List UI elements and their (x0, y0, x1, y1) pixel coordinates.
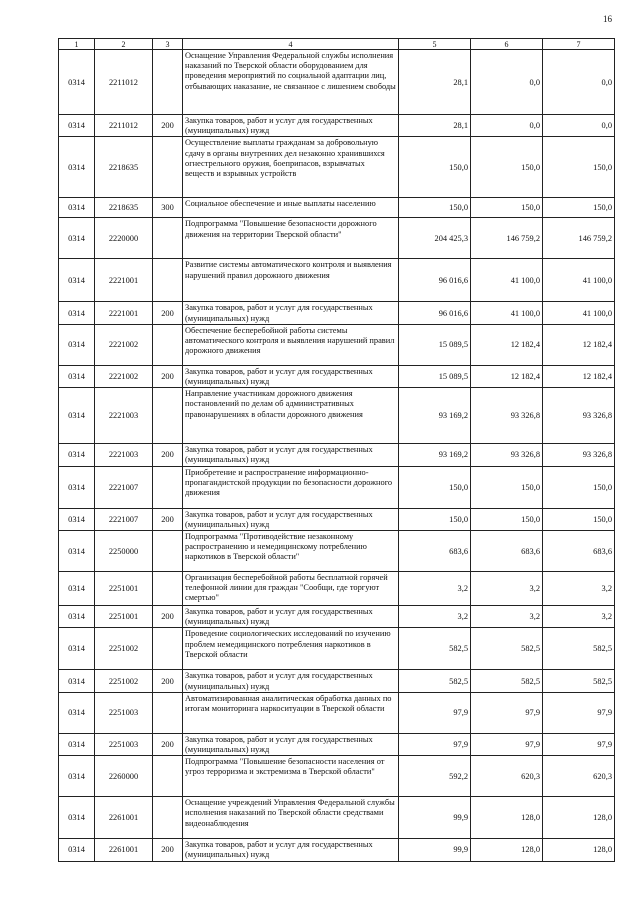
target-article-code: 2251002 (95, 670, 153, 692)
table-row (59, 508, 615, 530)
amount-col6: 146 759,2 (471, 218, 543, 259)
amount-col7: 12 182,4 (543, 324, 615, 365)
section-code: 0314 (59, 797, 95, 839)
amount-col5: 15 089,5 (399, 324, 471, 365)
expense-type-code (153, 218, 183, 259)
item-name: Подпрограмма "Противодействие незаконному распространению и немедицинскому потреблению наркотиков в Тверской области" (183, 531, 399, 572)
section-code: 0314 (59, 733, 95, 755)
amount-col5: 3,2 (399, 572, 471, 606)
amount-col6: 150,0 (471, 137, 543, 198)
table-row (59, 692, 615, 733)
item-name: Обеспечение бесперебойной работы системы автоматического контроля и выявления нарушений правил дорожного движения (183, 324, 399, 365)
expense-type-code (153, 324, 183, 365)
section-code: 0314 (59, 324, 95, 365)
amount-col5: 582,5 (399, 670, 471, 692)
amount-col7: 0,0 (543, 115, 615, 137)
expense-type-code (153, 572, 183, 606)
expense-type-code: 200 (153, 733, 183, 755)
amount-col6: 12 182,4 (471, 365, 543, 387)
amount-col6: 0,0 (471, 50, 543, 115)
amount-col5: 93 169,2 (399, 388, 471, 444)
table-row (59, 756, 615, 797)
table-row (59, 218, 615, 259)
amount-col5: 28,1 (399, 50, 471, 115)
target-article-code: 2221001 (95, 259, 153, 302)
table-row (59, 198, 615, 218)
target-article-code: 2221003 (95, 388, 153, 444)
target-article-code: 2221007 (95, 508, 153, 530)
target-article-code: 2221001 (95, 302, 153, 324)
amount-col5: 97,9 (399, 692, 471, 733)
amount-col5: 93 169,2 (399, 444, 471, 466)
expense-type-code (153, 466, 183, 508)
table-row (59, 797, 615, 839)
section-code: 0314 (59, 606, 95, 628)
amount-col6: 683,6 (471, 531, 543, 572)
amount-col7: 0,0 (543, 50, 615, 115)
item-name: Приобретение и распространение информационно-пропагандистской продукции по безопасности дорожного движения (183, 466, 399, 508)
table-row (59, 388, 615, 444)
table-row (59, 572, 615, 606)
item-name: Закупка товаров, работ и услуг для государственных (муниципальных) нужд (183, 606, 399, 628)
amount-col5: 683,6 (399, 531, 471, 572)
table-row (59, 531, 615, 572)
item-name: Организация бесперебойной работы бесплатной горячей телефонной линии для граждан "Сообщи, где торгуют смертью" (183, 572, 399, 606)
table-row (59, 50, 615, 115)
amount-col5: 96 016,6 (399, 259, 471, 302)
page-number: 16 (603, 14, 612, 24)
expense-type-code: 300 (153, 198, 183, 218)
amount-col7: 93 326,8 (543, 388, 615, 444)
amount-col5: 150,0 (399, 466, 471, 508)
section-code: 0314 (59, 198, 95, 218)
amount-col6: 150,0 (471, 466, 543, 508)
section-code: 0314 (59, 466, 95, 508)
expense-type-code (153, 259, 183, 302)
amount-col6: 582,5 (471, 628, 543, 670)
expense-type-code (153, 628, 183, 670)
amount-col7: 3,2 (543, 572, 615, 606)
amount-col6: 41 100,0 (471, 302, 543, 324)
amount-col6: 97,9 (471, 692, 543, 733)
target-article-code: 2261001 (95, 839, 153, 861)
section-code: 0314 (59, 259, 95, 302)
table-row (59, 628, 615, 670)
amount-col5: 99,9 (399, 797, 471, 839)
item-name: Проведение социологических исследований по изучению проблем немедицинского потребления наркотиков в Тверской области (183, 628, 399, 670)
target-article-code: 2220000 (95, 218, 153, 259)
table-header (59, 39, 615, 50)
amount-col7: 150,0 (543, 198, 615, 218)
amount-col6: 3,2 (471, 606, 543, 628)
expense-type-code: 200 (153, 302, 183, 324)
expense-type-code (153, 388, 183, 444)
amount-col7: 150,0 (543, 508, 615, 530)
section-code: 0314 (59, 572, 95, 606)
table-row (59, 733, 615, 755)
amount-col6: 12 182,4 (471, 324, 543, 365)
target-article-code: 2221002 (95, 324, 153, 365)
amount-col6: 93 326,8 (471, 444, 543, 466)
amount-col7: 146 759,2 (543, 218, 615, 259)
amount-col7: 128,0 (543, 839, 615, 861)
item-name: Оснащение Управления Федеральной службы исполнения наказаний по Тверской области оборудованием для проведения мероприятий по социальной адаптации лиц, отбывающих наказание, не связанное с лишением свободы (183, 50, 399, 115)
section-code: 0314 (59, 531, 95, 572)
target-article-code: 2260000 (95, 756, 153, 797)
amount-col5: 99,9 (399, 839, 471, 861)
amount-col7: 12 182,4 (543, 365, 615, 387)
amount-col5: 3,2 (399, 606, 471, 628)
column-header: 6 (471, 39, 543, 50)
expense-type-code (153, 692, 183, 733)
column-header: 3 (153, 39, 183, 50)
amount-col6: 41 100,0 (471, 259, 543, 302)
item-name: Закупка товаров, работ и услуг для государственных (муниципальных) нужд (183, 302, 399, 324)
table-row (59, 137, 615, 198)
target-article-code: 2218635 (95, 137, 153, 198)
target-article-code: 2251001 (95, 606, 153, 628)
section-code: 0314 (59, 508, 95, 530)
amount-col5: 204 425,3 (399, 218, 471, 259)
item-name: Подпрограмма "Повышение безопасности населения от угроз терроризма и экстремизма в Тверской области" (183, 756, 399, 797)
target-article-code: 2221007 (95, 466, 153, 508)
expense-type-code: 200 (153, 365, 183, 387)
column-header: 1 (59, 39, 95, 50)
section-code: 0314 (59, 444, 95, 466)
item-name: Закупка товаров, работ и услуг для государственных (муниципальных) нужд (183, 670, 399, 692)
amount-col5: 150,0 (399, 137, 471, 198)
amount-col7: 41 100,0 (543, 259, 615, 302)
target-article-code: 2251003 (95, 733, 153, 755)
amount-col5: 150,0 (399, 198, 471, 218)
section-code: 0314 (59, 388, 95, 444)
item-name: Подпрограмма "Повышение безопасности дорожного движения на территории Тверской области" (183, 218, 399, 259)
table-row (59, 606, 615, 628)
amount-col6: 97,9 (471, 733, 543, 755)
column-header: 4 (183, 39, 399, 50)
amount-col6: 620,3 (471, 756, 543, 797)
section-code: 0314 (59, 670, 95, 692)
section-code: 0314 (59, 365, 95, 387)
table-row (59, 259, 615, 302)
amount-col7: 128,0 (543, 797, 615, 839)
expense-type-code: 200 (153, 508, 183, 530)
amount-col5: 28,1 (399, 115, 471, 137)
item-name: Закупка товаров, работ и услуг для государственных (муниципальных) нужд (183, 839, 399, 861)
amount-col6: 128,0 (471, 839, 543, 861)
section-code: 0314 (59, 839, 95, 861)
item-name: Развитие системы автоматического контроля и выявления нарушений правил дорожного движения (183, 259, 399, 302)
amount-col7: 97,9 (543, 733, 615, 755)
expense-type-code (153, 797, 183, 839)
expense-type-code: 200 (153, 606, 183, 628)
amount-col7: 582,5 (543, 628, 615, 670)
section-code: 0314 (59, 692, 95, 733)
budget-table (58, 38, 615, 862)
item-name: Социальное обеспечение и иные выплаты населению (183, 198, 399, 218)
amount-col5: 15 089,5 (399, 365, 471, 387)
expense-type-code: 200 (153, 444, 183, 466)
amount-col5: 96 016,6 (399, 302, 471, 324)
amount-col7: 620,3 (543, 756, 615, 797)
amount-col5: 592,2 (399, 756, 471, 797)
amount-col7: 93 326,8 (543, 444, 615, 466)
section-code: 0314 (59, 756, 95, 797)
table-row (59, 839, 615, 861)
expense-type-code (153, 137, 183, 198)
amount-col5: 582,5 (399, 628, 471, 670)
target-article-code: 2251001 (95, 572, 153, 606)
item-name: Закупка товаров, работ и услуг для государственных (муниципальных) нужд (183, 365, 399, 387)
target-article-code: 2251002 (95, 628, 153, 670)
amount-col7: 582,5 (543, 670, 615, 692)
table-row (59, 466, 615, 508)
table-row (59, 365, 615, 387)
amount-col7: 97,9 (543, 692, 615, 733)
amount-col6: 150,0 (471, 508, 543, 530)
target-article-code: 2251003 (95, 692, 153, 733)
expense-type-code: 200 (153, 839, 183, 861)
item-name: Закупка товаров, работ и услуг для государственных (муниципальных) нужд (183, 733, 399, 755)
item-name: Автоматизированная аналитическая обработка данных по итогам мониторинга наркоситуации в Тверской области (183, 692, 399, 733)
amount-col6: 128,0 (471, 797, 543, 839)
column-header: 7 (543, 39, 615, 50)
amount-col6: 3,2 (471, 572, 543, 606)
amount-col6: 0,0 (471, 115, 543, 137)
header-row (59, 39, 615, 50)
item-name: Оснащение учреждений Управления Федеральной службы исполнения наказаний по Тверской области средствами видеонаблюдения (183, 797, 399, 839)
target-article-code: 2221002 (95, 365, 153, 387)
amount-col5: 150,0 (399, 508, 471, 530)
item-name: Закупка товаров, работ и услуг для государственных (муниципальных) нужд (183, 508, 399, 530)
amount-col7: 150,0 (543, 137, 615, 198)
section-code: 0314 (59, 628, 95, 670)
amount-col6: 150,0 (471, 198, 543, 218)
section-code: 0314 (59, 137, 95, 198)
amount-col6: 582,5 (471, 670, 543, 692)
amount-col7: 683,6 (543, 531, 615, 572)
expense-type-code (153, 50, 183, 115)
column-header: 2 (95, 39, 153, 50)
expense-type-code: 200 (153, 670, 183, 692)
table-row (59, 444, 615, 466)
expense-type-code (153, 531, 183, 572)
section-code: 0314 (59, 50, 95, 115)
item-name: Направление участникам дорожного движения постановлений по делам об административных правонарушениях в области дорожного движения (183, 388, 399, 444)
expense-type-code (153, 756, 183, 797)
section-code: 0314 (59, 302, 95, 324)
amount-col7: 3,2 (543, 606, 615, 628)
expense-type-code: 200 (153, 115, 183, 137)
amount-col6: 93 326,8 (471, 388, 543, 444)
target-article-code: 2250000 (95, 531, 153, 572)
table-row (59, 324, 615, 365)
item-name: Осуществление выплаты гражданам за добровольную сдачу в органы внутренних дел незаконно хранившихся огнестрельного оружия, боеприпасов, взрывчатых веществ и взрывных устройств (183, 137, 399, 198)
amount-col7: 150,0 (543, 466, 615, 508)
amount-col5: 97,9 (399, 733, 471, 755)
item-name: Закупка товаров, работ и услуг для государственных (муниципальных) нужд (183, 444, 399, 466)
target-article-code: 2261001 (95, 797, 153, 839)
section-code: 0314 (59, 115, 95, 137)
target-article-code: 2211012 (95, 115, 153, 137)
column-header: 5 (399, 39, 471, 50)
item-name: Закупка товаров, работ и услуг для государственных (муниципальных) нужд (183, 115, 399, 137)
target-article-code: 2221003 (95, 444, 153, 466)
table-row (59, 115, 615, 137)
table-row (59, 302, 615, 324)
amount-col7: 41 100,0 (543, 302, 615, 324)
section-code: 0314 (59, 218, 95, 259)
table-row (59, 670, 615, 692)
table-body (59, 50, 615, 862)
target-article-code: 2218635 (95, 198, 153, 218)
target-article-code: 2211012 (95, 50, 153, 115)
